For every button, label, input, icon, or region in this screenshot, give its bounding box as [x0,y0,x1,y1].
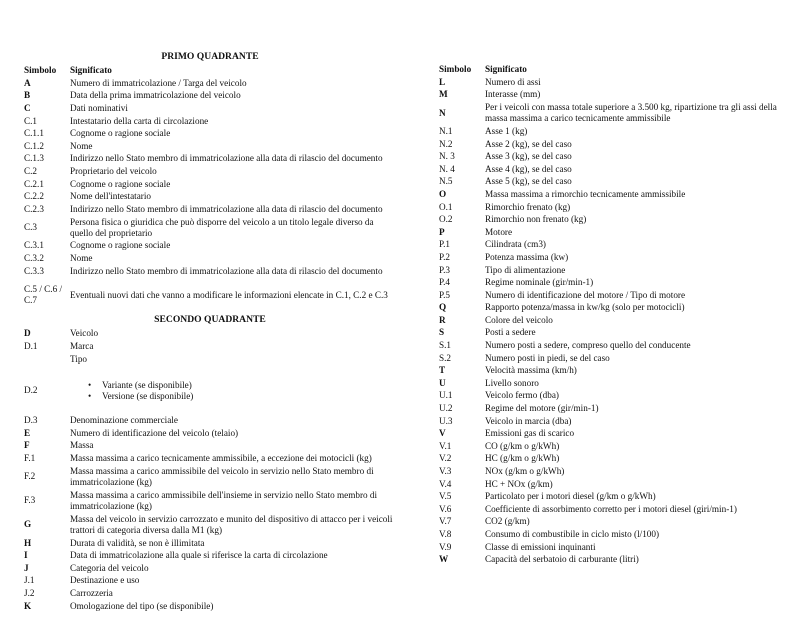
row-symbol: N. 4 [439,163,455,174]
row-meaning: CO2 (g/km) [485,516,530,527]
row-symbol: V.4 [439,478,452,489]
row-symbol: C.2 [24,165,38,176]
table-row [439,213,799,226]
row-meaning: Eventuali nuovi dati che vanno a modificare le informazioni elencate in C.1, C.2 e C.3 [70,289,388,300]
row-symbol: V.2 [439,453,452,464]
row-symbol: C.1.3 [24,153,44,164]
table-row [24,265,396,278]
table-row [439,239,799,252]
row-symbol: U [439,377,446,388]
table-row [439,415,799,428]
row-symbol: U.2 [439,403,453,414]
table-row [24,452,396,465]
row-meaning: Capacità del serbatoio di carburante (litri) [485,554,639,565]
table-row [24,252,396,265]
table-row [24,190,396,203]
col-header-meaning: Significato [70,65,112,75]
row-meaning-tipo: Tipo [70,354,88,364]
row-meaning: Carrozzeria [70,588,113,599]
row-meaning: Numero di identificazione del motore / Tipo di motore [485,289,686,300]
col-header-symbol: Simbolo [439,64,472,74]
row-meaning: Rapporto potenza/massa in kw/kg (solo per motocicli) [485,302,685,313]
row-symbol: C.1.1 [24,128,44,139]
table-row [439,226,799,239]
table-row [439,528,799,541]
row-symbol: C.5 / C.6 / C.7 [24,284,63,306]
row-symbol: R [439,314,446,325]
table-row [24,77,396,90]
row-meaning: Massa massima a carico tecnicamente ammissibile, a eccezione dei motocicli (kg) [70,453,372,464]
row-symbol: B [24,90,31,101]
row-symbol: A [24,77,31,88]
row-symbol: N.1 [439,125,453,136]
row-symbol: J.1 [24,575,35,586]
list-item: • Versione (se disponibile) [70,391,396,402]
row-symbol: D.2 [24,385,38,395]
row-meaning: Colore del veicolo [485,314,553,325]
row-meaning: Classe di emissioni inquinanti [485,541,596,552]
row-meaning: Emissioni gas di scarico [485,428,575,439]
row-meaning: Asse 2 (kg), se del caso [485,138,572,149]
row-symbol: C.2.1 [24,178,44,189]
right-header-row [439,63,799,76]
table-row [24,427,396,440]
table-row [24,513,396,537]
table-row [24,440,396,453]
table-row [439,478,799,491]
row-meaning: Data della prima immatricolazione del veicolo [70,90,241,101]
row-symbol: V.1 [439,440,452,451]
row-meaning: Asse 1 (kg) [485,125,528,136]
row-meaning: Rimorchio non frenato (kg) [485,214,587,225]
left-header-row [24,64,396,77]
right-table [439,76,799,566]
row-meaning: Particolato per i motori diesel (g/km o g/kWh) [485,491,656,502]
table-row [439,516,799,529]
row-meaning: Coefficiente di assorbimento corretto per i motori diesel (giri/min-1) [485,503,737,514]
row-symbol: F.2 [24,471,36,482]
row-symbol: N.2 [439,138,453,149]
section-heading-primo: PRIMO QUADRANTE [161,51,259,62]
table-row [24,102,396,115]
row-symbol: V.5 [439,491,452,502]
row-symbol: U.1 [439,390,453,401]
row-meaning: Consumo di combustibile in ciclo misto (l/100) [485,528,660,539]
row-symbol: U.3 [439,415,453,426]
right-column [439,63,799,566]
row-symbol: O.1 [439,201,453,212]
row-meaning: Veicolo in marcia (dba) [485,415,572,426]
row-meaning: Per i veicoli con massa totale superiore a 3.500 kg, ripartizione tra gli assi della massa massima a carico tecnicamente ammissibile [485,102,777,124]
row-symbol: V.3 [439,466,452,477]
table-row [439,101,799,125]
row-meaning: Dati nominativi [70,102,128,113]
row-meaning: Potenza massima (kw) [485,251,569,262]
row-meaning: Nome dell'intestatario [70,191,152,202]
row-meaning: Massa massima a carico ammissibile dell'insieme in servizio nello Stato membro di immatricolazione (kg) [70,489,378,511]
row-meaning: Veicolo [70,328,99,339]
row-meaning: Cognome o ragione sociale [70,178,171,189]
row-symbol: N [439,107,446,118]
row-symbol: C.2.3 [24,203,44,214]
table-row [24,415,396,428]
row-meaning: Durata di validità, se non è illimitata [70,537,205,548]
table-row [24,587,396,600]
table-row [439,302,799,315]
row-meaning: Massa [70,440,94,451]
row-meaning: Numero di immatricolazione / Targa del veicolo [70,77,247,88]
table-row [24,140,396,153]
table-row [24,353,396,367]
row-symbol: N.5 [439,176,453,187]
row-symbol: D.3 [24,415,38,426]
table-row [439,276,799,289]
row-meaning: Regime nominale (gir/min-1) [485,277,594,288]
row-symbol: V [439,428,446,439]
table-row [439,201,799,214]
row-symbol: L [439,76,446,87]
row-symbol: V.7 [439,516,452,527]
table-row [439,352,799,365]
row-meaning: Numero posti a sedere, compreso quello del conducente [485,340,691,351]
list-item: • Variante (se disponibile) [70,380,396,391]
row-meaning: Cilindrata (cm3) [485,239,546,250]
row-symbol: N. 3 [439,151,455,162]
table-row [439,490,799,503]
row-meaning: Rimorchio frenato (kg) [485,201,571,212]
table-row [24,340,396,353]
row-meaning: Asse 5 (kg), se del caso [485,176,572,187]
row-symbol: J.2 [24,588,35,599]
row-meaning: Numero di identificazione del veicolo (telaio) [70,427,239,438]
row-symbol: O [439,188,447,199]
table-row [24,165,396,178]
row-symbol: C.2.2 [24,191,44,202]
row-symbol: C.1.2 [24,140,44,151]
row-symbol: S.1 [439,340,452,351]
table-row [24,127,396,140]
row-meaning: Proprietario del veicolo [70,165,157,176]
left-table-secondo [24,415,396,613]
row-symbol: C.3.3 [24,265,44,276]
row-symbol: V.6 [439,503,452,514]
row-symbol: Q [439,302,447,313]
left-column [24,50,396,612]
row-symbol: P.2 [439,251,450,262]
row-meaning [70,380,396,402]
row-meaning: Indirizzo nello Stato membro di immatricolazione alla data di rilascio del documento [70,153,383,164]
row-meaning: Tipo di alimentazione [485,264,566,275]
row-symbol: S [439,327,445,338]
row-symbol: P.3 [439,264,450,275]
table-row [24,90,396,103]
table-row [24,367,396,415]
table-row [24,537,396,550]
table-row [439,440,799,453]
row-meaning: Asse 4 (kg), se del caso [485,163,572,174]
row-meaning: Omologazione del tipo (se disponibile) [70,600,214,611]
row-symbol: C.3.1 [24,240,44,251]
table-row [24,203,396,216]
table-row [24,549,396,562]
row-meaning: Regime del motore (gir/min-1) [485,403,599,414]
row-meaning: Livello sonoro [485,377,539,388]
table-row [439,453,799,466]
row-meaning: Indirizzo nello Stato membro di immatricolazione alla data di rilascio del documento [70,203,383,214]
row-symbol: I [24,550,28,561]
row-meaning: Cognome o ragione sociale [70,128,171,139]
table-row [439,427,799,440]
row-meaning: Veicolo fermo (dba) [485,390,559,401]
row-meaning: Massa massima a carico ammissibile del veicolo in servizio nello Stato membro di immatricolazione (kg) [70,465,374,487]
row-symbol: F.1 [24,453,36,464]
row-meaning: Data di immatricolazione alla quale si riferisce la carta di circolazione [70,550,328,561]
table-row [439,251,799,264]
table-row [439,76,799,89]
row-meaning: Interasse (mm) [485,89,541,100]
table-row [439,465,799,478]
table-row [439,377,799,390]
row-symbol: P [439,226,445,237]
row-symbol: F [24,440,30,451]
table-row [439,89,799,102]
table-row [24,216,396,240]
row-symbol: J [24,562,29,573]
section-heading-secondo: SECONDO QUADRANTE [154,314,266,326]
row-meaning: Categoria del veicolo [70,562,149,573]
table-row [439,390,799,403]
table-row [24,575,396,588]
table-row [439,541,799,554]
row-symbol: E [24,427,31,438]
table-row [439,125,799,138]
table-row [439,150,799,163]
row-meaning: Marca [70,340,94,351]
table-row [439,163,799,176]
bullet-list [70,380,396,402]
table-row [24,465,396,489]
col-header-symbol: Simbolo [24,65,57,75]
row-symbol: P.5 [439,289,450,300]
row-meaning: Persona fisica o giuridica che può disporre del veicolo a un titolo legale diverso da quello del proprietario [70,216,374,238]
row-meaning: Destinazione e uso [70,575,140,586]
row-meaning: Velocità massima (km/h) [485,365,577,376]
row-symbol: V.9 [439,541,452,552]
row-meaning: HC (g/km o g/kWh) [485,453,560,464]
table-row [439,314,799,327]
table-row [24,489,396,513]
row-symbol: P.1 [439,239,450,250]
table-row [439,176,799,189]
row-meaning: Massa del veicolo in servizio carrozzato e munito del dispositivo di attacco per i veicoli trattori di categoria diversa dalla M1 (kg) [70,513,393,535]
row-meaning: Asse 3 (kg), se del caso [485,151,572,162]
table-row [439,339,799,352]
row-meaning: Posti a sedere [485,327,536,338]
row-symbol: M [439,89,448,100]
table-row [439,289,799,302]
table-row [24,240,396,253]
row-meaning: Nome [70,140,93,151]
row-symbol: G [24,519,32,530]
row-meaning: Numero di assi [485,76,541,87]
row-meaning: Nome [70,252,93,263]
table-row [24,327,396,340]
row-symbol: C.3 [24,222,38,233]
table-row [439,553,799,566]
row-meaning: Cognome o ragione sociale [70,240,171,251]
table-row [439,264,799,277]
row-symbol: D.1 [24,340,38,351]
table-row [439,503,799,516]
table-row [24,115,396,128]
col-header-meaning: Significato [485,64,527,74]
table-row [24,153,396,166]
row-meaning: Indirizzo nello Stato membro di immatricolazione alla data di rilascio del documento [70,265,383,276]
row-meaning: CO (g/km o g/kWh) [485,440,560,451]
row-symbol: O.2 [439,214,453,225]
row-symbol: F.3 [24,495,36,506]
row-meaning: HC + NOx (g/km) [485,478,553,489]
row-meaning: Intestatario della carta di circolazione [70,115,209,126]
table-row [24,562,396,575]
row-symbol: C.3.2 [24,252,44,263]
table-row [439,327,799,340]
table-row [439,188,799,201]
row-symbol: C.1 [24,115,38,126]
table-row [439,364,799,377]
table-row [24,178,396,191]
row-symbol: D [24,328,31,339]
row-symbol: T [439,365,446,376]
row-meaning: Motore [485,226,513,237]
table-row [439,402,799,415]
table-row [24,277,396,313]
row-symbol: C [24,102,31,113]
row-meaning: NOx (g/km o g/kWh) [485,466,565,477]
row-symbol: K [24,600,32,611]
row-symbol: S.2 [439,352,452,363]
row-symbol: W [439,554,449,565]
row-meaning: Numero posti in piedi, se del caso [485,352,610,363]
table-row [439,138,799,151]
row-meaning: Massa massima a rimorchio tecnicamente ammissibile [485,188,686,199]
left-table-primo [24,77,396,313]
row-symbol: V.8 [439,528,452,539]
row-symbol: P.4 [439,277,450,288]
table-row [24,600,396,613]
row-symbol: H [24,537,32,548]
row-meaning: Denominazione commerciale [70,415,178,426]
